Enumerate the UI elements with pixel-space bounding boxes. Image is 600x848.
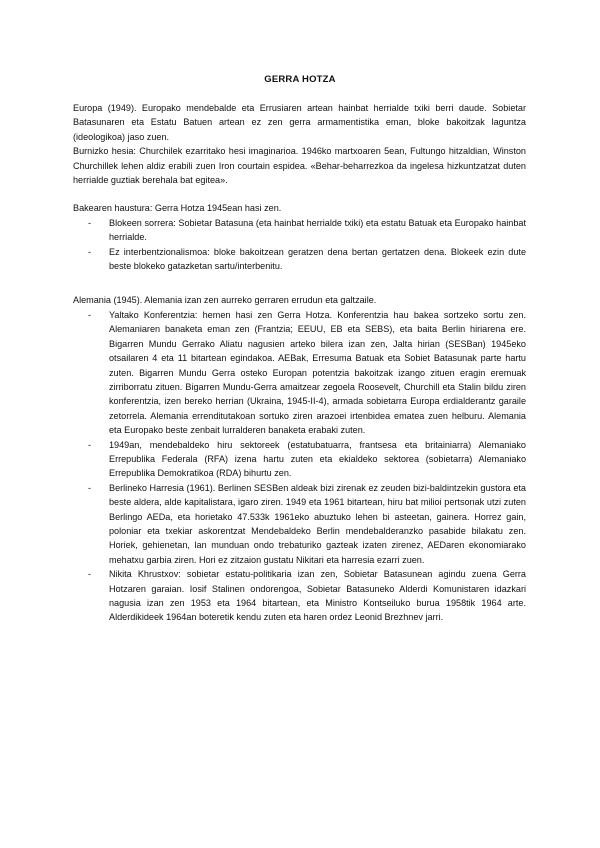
list-item: - Blokeen sorrera: Sobietar Batasuna (eta hainbat herrialde txiki) eta estatu Batuak eta Europako hainbat herrialde. (109, 216, 526, 245)
intro-paragraph-europa: Europa (1949). Europako mendebalde eta Errusiaren artean hainbat herrialde txiki berri daude. Sobietar Batasunaren eta Estatu Batuen artean ez zen gerra armamentistika eman, bloke bakoitzak laguntza (ideologikoa) jaso zuen. (73, 103, 526, 142)
section-alemania (73, 293, 526, 624)
document-body (73, 101, 526, 625)
intro-paragraph-burnizko-hesia: Burnizko hesia: Churchilek ezarritako hesi imaginarioa. 1946ko martxoaren 5ean, Fultungo hitzaldian, Winston Churchillek lehen aldiz erabili zuen Iron courtain espidea. «Behar-beharrezkoa da ingelesa hizkuntzatzat duten herrialde guztiak berehala bat egitea». (73, 146, 526, 186)
list-item: - Ez interbentzionalismoa: bloke bakoitzean geratzen dena bertan gertatzen dena. Blokeek ezin dute beste blokeko gatazketan sartu/interbenitu. (109, 245, 526, 274)
dash-list (73, 308, 526, 625)
list-item: - Berlineko Harresia (1961). Berlinen SESBen aldeak bizi zirenak ez zeuden bizi-baldintzekin gustora eta beste aldera, alde kapitalistara, igaro ziren. 1949 eta 1961 bitartean, hiru bat milioi pertsonak utzi zuten Berlingo AEDa, eta horietako 47.533k 1961eko abuztuko lehen bi asteetan, gainera. Horrez gain, poloniar eta txekiar askorentzat Mendebaldeko Berlin mendebalderanzko pasabide bilakatu zen. Horiek, gehienetan, lan munduan ondo trebaturiko gazteak izaten zirenez, AEDaren ekonomiarako mehatxu garbia ziren. Hori ez zitzaion gustatu Nikitari eta harresia ezarri zuen. (109, 481, 526, 567)
section-bakearen-haustura (73, 201, 526, 273)
document-title: GERRA HOTZA (264, 74, 336, 85)
section-heading: Alemania (1945). Alemania izan zen aurreko gerraren errudun eta galtzaile. (73, 295, 377, 306)
list-item: - 1949an, mendebaldeko hiru sektoreek (estatubatuarra, frantsesa eta britainiarra) Alemaniako Errepublika Federala (RFA) izena hartu zuten eta ekialdeko sektorea (sobietarra) Alemaniako Errepublika Demokratikoa (RDA) bihurtu zen. (109, 438, 526, 481)
section-heading: Bakearen haustura: Gerra Hotza 1945ean hasi zen. (73, 203, 282, 214)
list-item: - Yaltako Konferentzia: hemen hasi zen Gerra Hotza. Konferentzia hau bakea sortzeko sortu zen. Alemaniaren banaketa eman zen (Frantzia; EEUU, EB eta SEBS), eta baita Berlin hiriarena ere. Bigarren Mundu Gerrako Aliatu nagusien arteko bilera izan zen, Jalta hirian (SESBan) 1945eko otsailaren 4 eta 11 bitartean egindakoa. AEBak, Erresuma Batuak eta Sobiet Batasunak parte hartu zuten. Bigarren Mundu Gerra osteko Europan potentzia bakoitzak izango zituen eragin eremuak zirriborratu zituen. Bigarren Mundu-Gerra amaitzear zegoela Roosevelt, Churchill eta Stalin bildu ziren konferentzia, izen bereko herrian (Ukraina, 1945-II-4), armada sobietarra Europa erdialderantz garaile zetorrela. Alemania errenditutakoan sortuko ziren arazoei irtenbidea ematea zuen helburu. Alemania eta Europako beste zenbait lurralderen banaketa erabaki zuten. (109, 308, 526, 438)
list-item: - Nikita Khrustxov: sobietar estatu-politikaria izan zen, Sobietar Batasunean agindu zuena Gerra Hotzaren garaian. Iosif Stalinen ondorengoa, Sobietar Batasuneko Alderdi Komunistaren idazkari nagusia izan zen 1953 eta 1964 bitartean, eta Ministro Kontseiluko burua 1958tik 1964 arte. Alderdikideek 1964an boteretik kendu zuten eta haren ordez Leonid Brezhnev jarri. (109, 567, 526, 625)
dash-list (73, 216, 526, 274)
